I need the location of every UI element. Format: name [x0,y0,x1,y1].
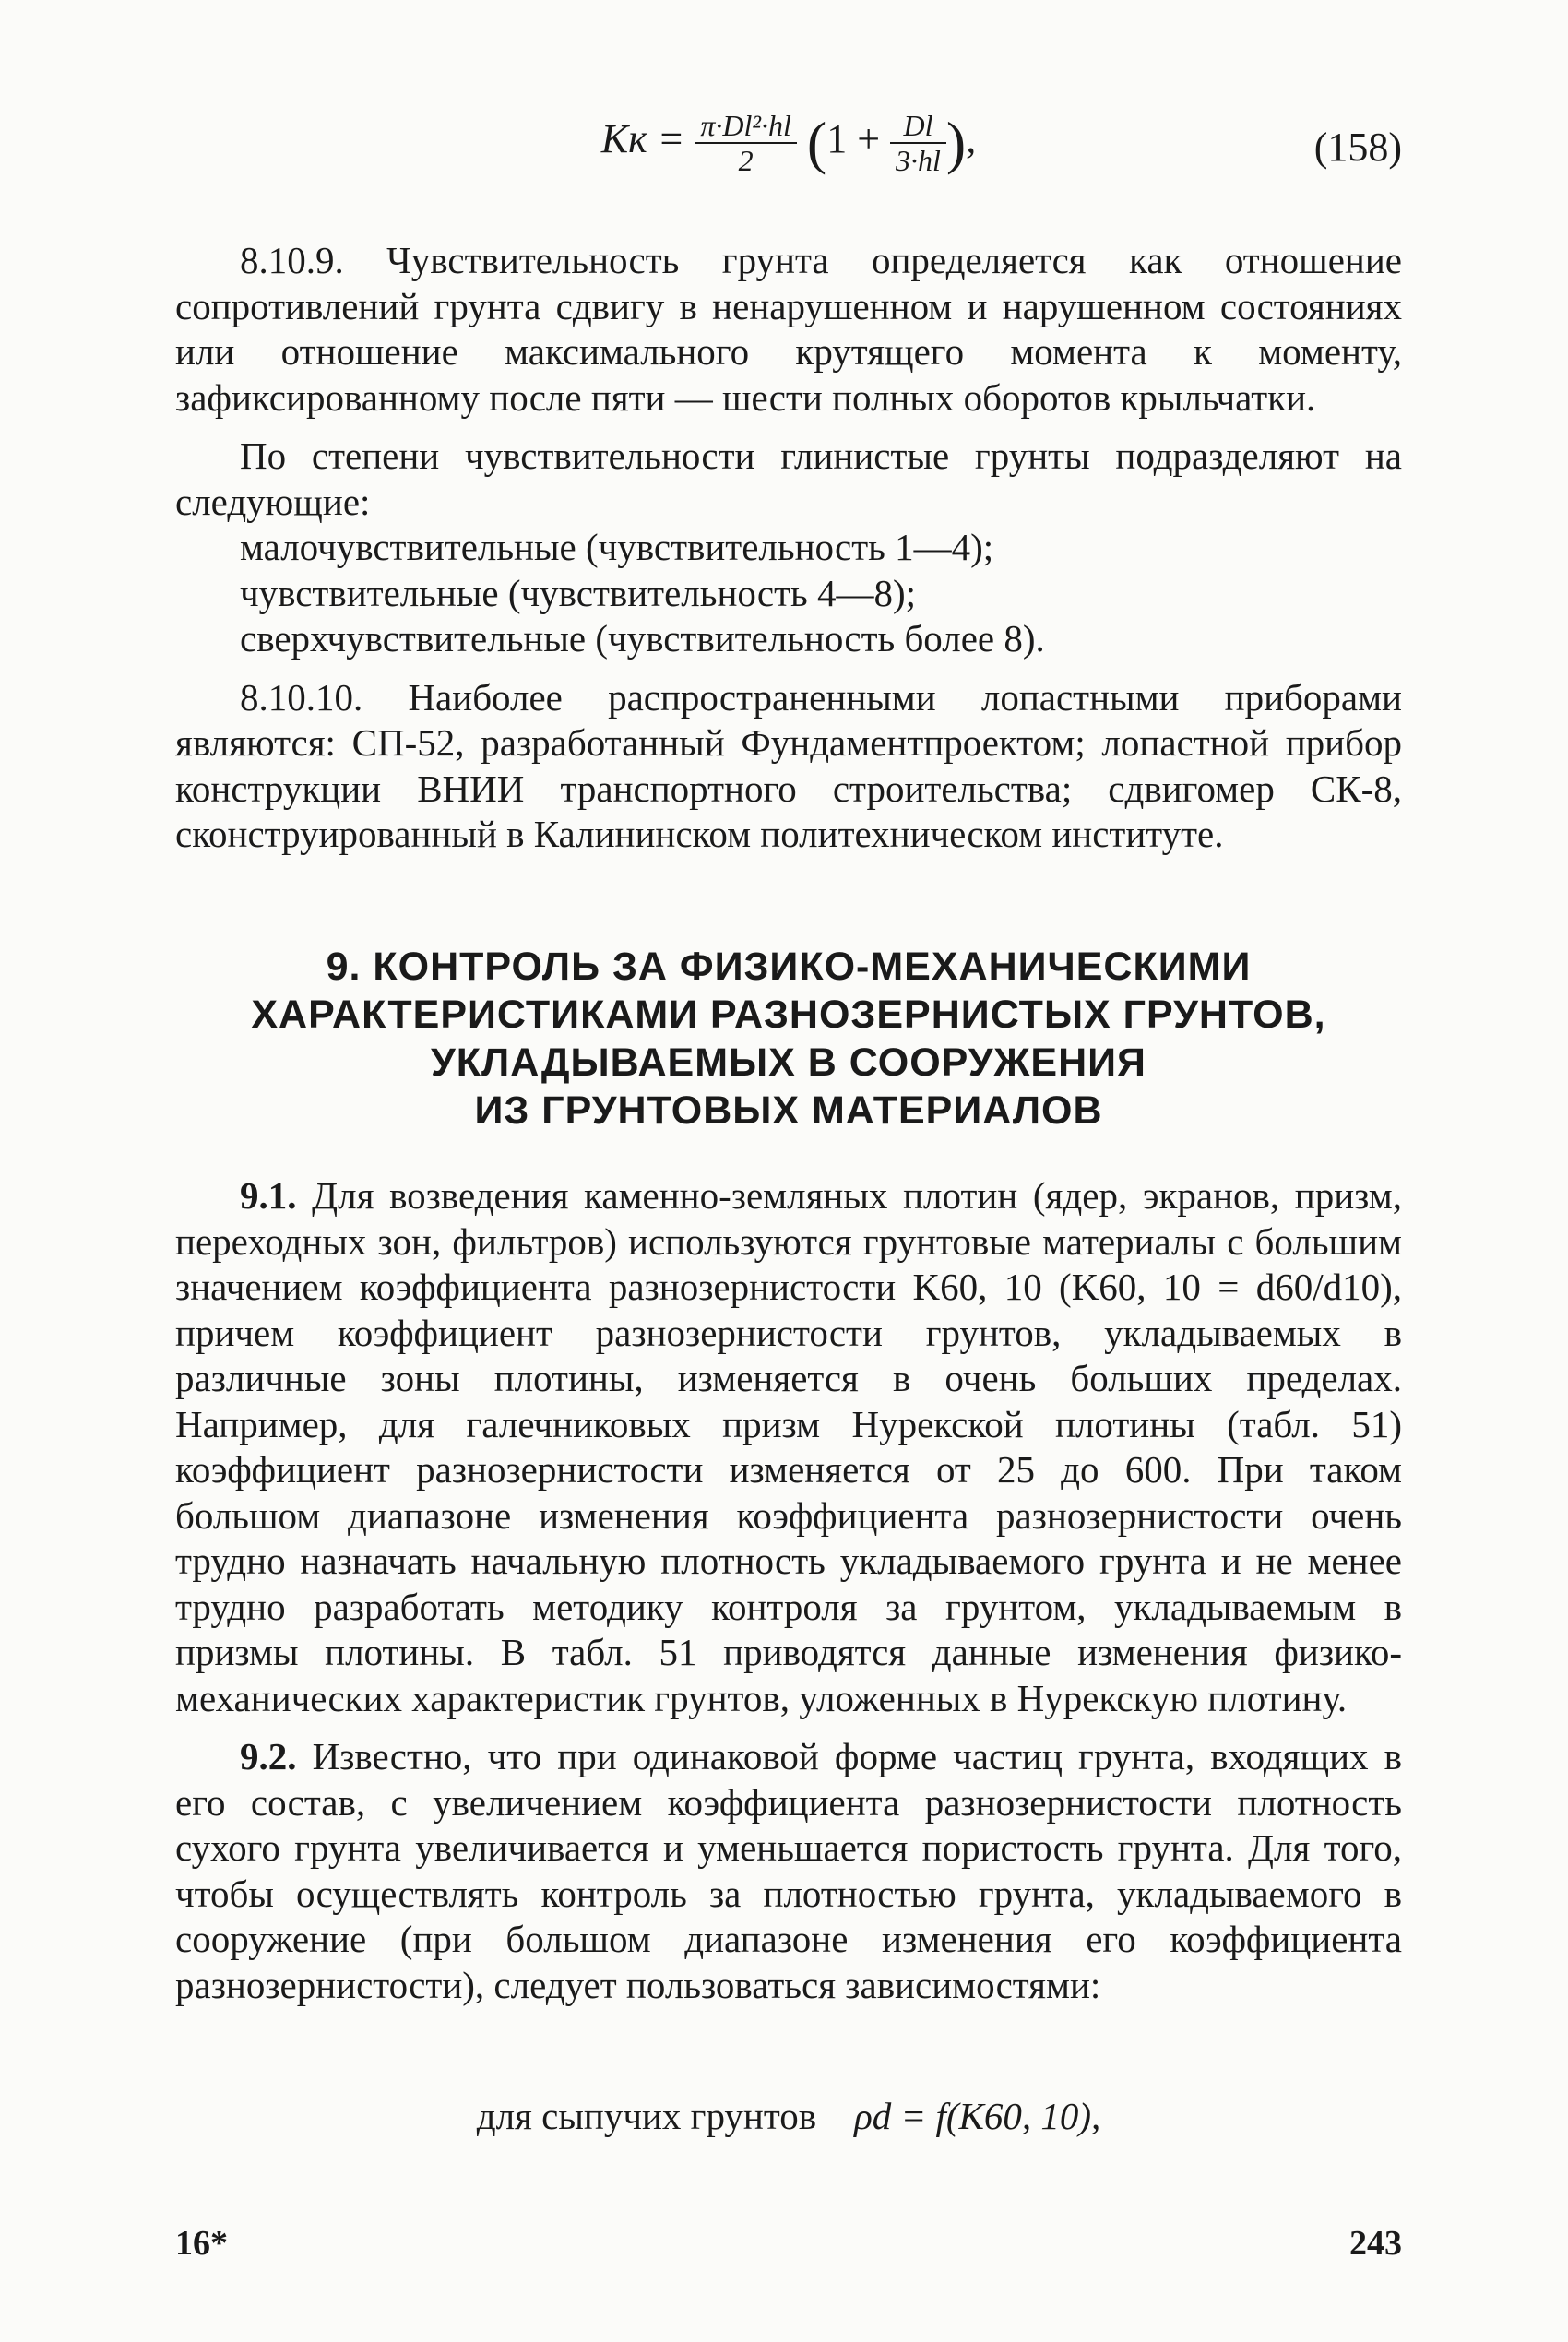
formula-expression: ρd = f(K60, 10), [854,2095,1101,2137]
paragraph-number: 9.1. [240,1174,297,1217]
fraction-denominator: 3·hl [896,144,941,177]
formula-inner-lead: 1 + [826,116,881,162]
paragraph-text: Известно, что при одинаковой форме частиц грунта, входящих в его состав, с увеличением коэффициента разнозернистости плотность сухого грунта увеличивается и уменьшается пористость грунта. Для того, чтобы осуществлять контроль за плотностью грунта, укладываемого в сооружение (при большом диапазоне изменения его коэффициента разнозернистости), следует пользоваться зависимостями: [175,1735,1403,2006]
paragraph-8-10-9: 8.10.9. Чувствительность грунта определяется как отношение сопротивлений грунта сдвигу в ненарушенном и нарушенном состояниях или отношение максимального крутящего момента к моменту, зафиксированному после пяти — шести полных оборотов крыльчатки. [175,239,1402,419]
section-8-10-9 [175,238,1402,858]
paragraph-8-10-10: 8.10.10. Наиболее распространенными лопастными приборами являются: СП-52, разработанный Фундаментпроектом; лопастной прибор конструкции ВНИИ транспортного строительства; сдвигомер СК-8, сконструированный в Калининском политехническом институте. [175,675,1402,855]
formula-158 [175,109,1402,192]
right-paren: ) [945,110,967,175]
list-item: чувствительные (чувствительность 4—8); [240,571,917,614]
signature-mark: 16* [175,2224,228,2263]
formula-tail: , [966,116,977,162]
formula-fraction-1 [695,109,797,177]
list-item: малочувствительные (чувствительность 1—4); [240,526,994,568]
formula-expression [175,109,1402,177]
left-paren: ( [806,110,827,175]
formula-granular-soils [175,2094,1402,2138]
equation-number: (158) [1313,125,1402,170]
heading-line: ХАРАКТЕРИСТИКАМИ РАЗНОЗЕРНИСТЫХ ГРУНТОВ, [251,993,1326,1037]
page-number: 243 [1349,2224,1402,2263]
fraction-numerator: π·Dl²·hl [695,109,797,144]
chapter-heading [175,943,1402,1135]
formula-fraction-2 [890,109,946,177]
list-item: сверхчувствительные (чувствительность более 8). [240,617,1045,660]
paragraph-sensitivity-intro: По степени чувствительности глинистые грунты подразделяют на следующие: [175,434,1402,523]
heading-line: УКЛАДЫВАЕМЫХ В СООРУЖЕНИЯ [431,1040,1146,1085]
paragraph-number: 9.2. [240,1735,297,1777]
section-9 [175,1173,1402,2008]
formula-lhs: Kк = [600,116,685,162]
paragraph-9-2 [175,1734,1402,2008]
heading-line: ИЗ ГРУНТОВЫХ МАТЕРИАЛОВ [474,1088,1103,1133]
fraction-denominator: 2 [738,144,754,177]
fraction-numerator: Dl [890,109,946,144]
paragraph-text: Для возведения каменно-земляных плотин (ядер, экранов, призм, переходных зон, фильтров) используются грунтовые материалы с большим значением коэффициента разнозернистости K60, 10 (K60, 10 = d60/d10), причем коэффициент разнозернистости грунтов, укладываемых в различные зоны плотины, изменяется в очень больших пределах. Например, для галечниковых призм Нурекской плотины (табл. 51) коэффициент разнозернистости изменяется от 25 до 600. При таком большом диапазоне изменения коэффициента разнозернистости очень трудно назначать начальную плотность укладываемого грунта и не менее трудно разработать методику контроля за грунтом, укладываемым в призмы плотины. В табл. 51 приводятся данные изменения физико-механических характеристик грунтов, уложенных в Нурекскую плотину. [175,1174,1402,1719]
heading-line: 9. КОНТРОЛЬ ЗА ФИЗИКО-МЕХАНИЧЕСКИМИ [326,945,1252,989]
formula-label: для сыпучих грунтов [476,2095,817,2137]
paragraph-9-1 [175,1173,1402,1721]
